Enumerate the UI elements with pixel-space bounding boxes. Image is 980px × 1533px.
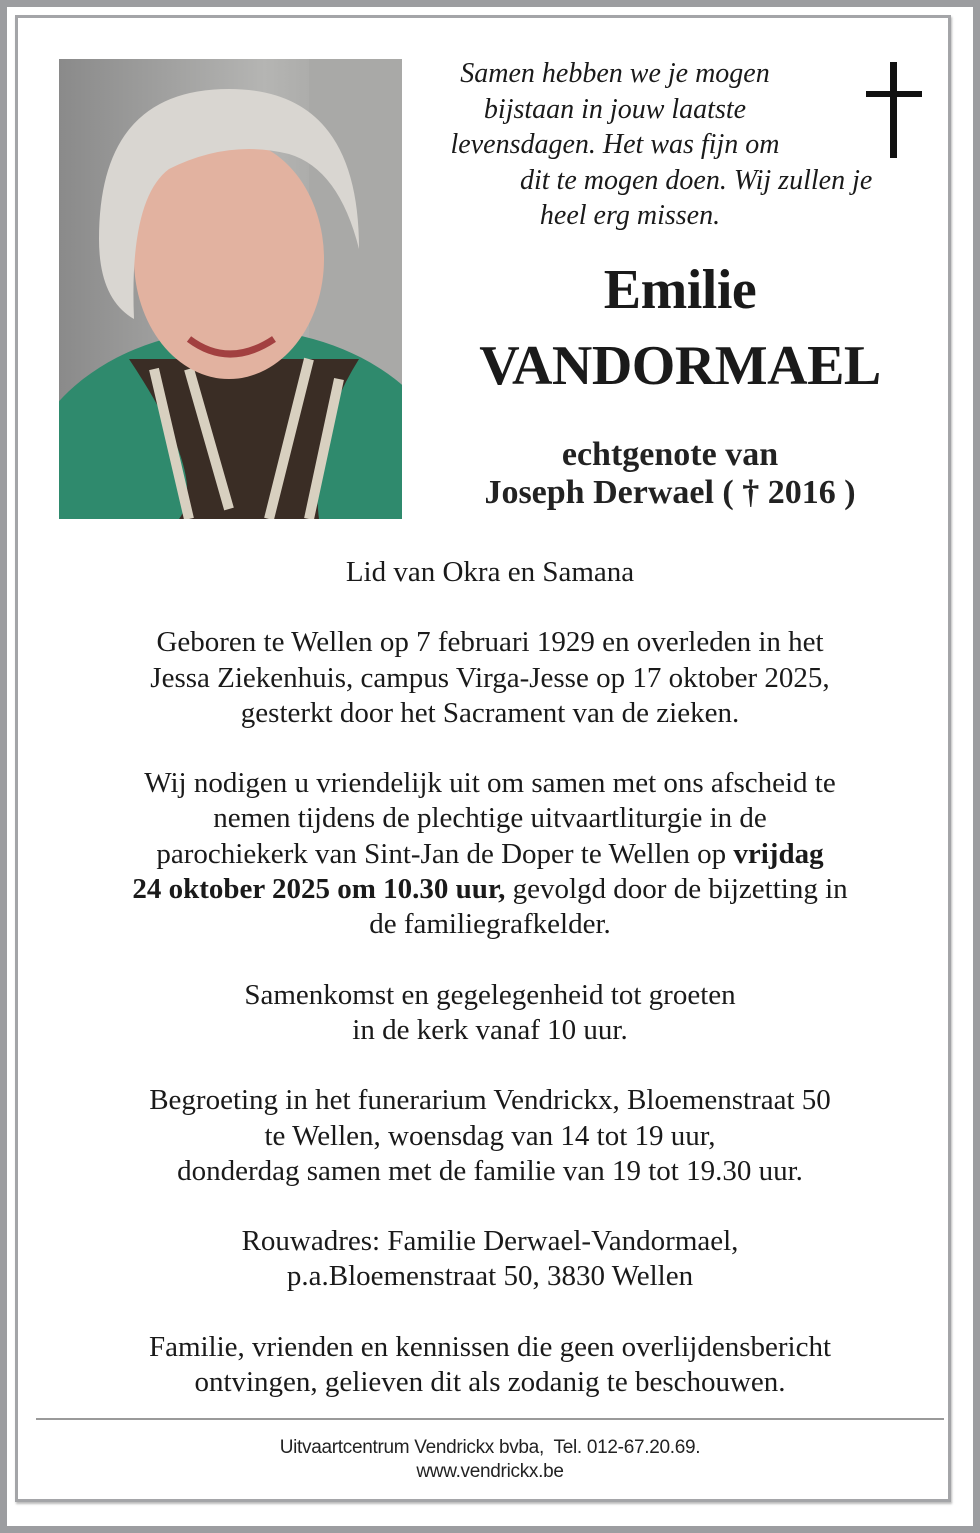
membership-text: Lid van Okra en Samana (345, 556, 635, 588)
membership (30, 555, 950, 590)
spouse-name: Joseph Derwael ( † 2016 ) (484, 474, 856, 511)
deceased-first-name: Emilie (603, 259, 757, 321)
text-line: gesterkt door het Sacrament van de zieken. (240, 696, 740, 729)
funeral-datetime: 24 oktober 2025 om 10.30 uur, (132, 873, 506, 906)
text-line: de familiegrafkelder. (369, 908, 611, 941)
text-line: donderdag samen met de familie van 19 tot 19.30 uur. (177, 1154, 803, 1187)
text-line: in de kerk vanaf 10 uur. (352, 1013, 628, 1046)
footer (0, 1436, 980, 1484)
text-line: nemen tijdens de plechtige uitvaartliturgie in de (213, 802, 767, 835)
memorial-verse (430, 56, 873, 234)
text: gevolgd door de bijzetting in (505, 873, 848, 906)
text-line: ontvingen, gelieven dit als zodanig te beschouwen. (194, 1366, 786, 1399)
funeral-day: vrijdag (733, 837, 824, 870)
text-line (30, 872, 950, 907)
verse-line: bijstaan in jouw laatste (483, 93, 747, 125)
text-line: Samenkomst en gegelegenheid tot groeten (244, 978, 736, 1011)
deceased-last-name: VANDORMAEL (479, 335, 881, 397)
spouse-label: echtgenote van (561, 436, 779, 473)
text-line: Familie, vrienden en kennissen die geen overlijdensbericht (148, 1330, 832, 1363)
footer-divider (36, 1418, 944, 1420)
portrait-photo (59, 59, 402, 519)
funeral-home-info: Uitvaartcentrum Vendrickx bvba, Tel. 012-67.20.69. (279, 1437, 701, 1458)
text-line: Geboren te Wellen op 7 februari 1929 en overleden in het (156, 626, 824, 659)
notice-body (30, 555, 950, 1435)
spouse-info (440, 436, 900, 512)
text-line: Wij nodigen u vriendelijk uit om samen met ons afscheid te (144, 767, 836, 800)
text-line: Jessa Ziekenhuis, campus Virga-Jesse op 17 oktober 2025, (150, 661, 830, 694)
text: parochiekerk van Sint-Jan de Doper te Wellen op (156, 837, 734, 870)
text-line: te Wellen, woensdag van 14 tot 19 uur, (264, 1119, 716, 1152)
text-line (30, 837, 950, 872)
website-link[interactable]: www.vendrickx.be (416, 1461, 564, 1482)
verse-line: Samen hebben we je mogen (460, 58, 770, 89)
text-line: Begroeting in het funerarium Vendrickx, Bloemenstraat 50 (149, 1084, 831, 1117)
verse-line: dit te mogen doen. Wij zullen je (520, 164, 873, 196)
verse-line: levensdagen. Het was fijn om (450, 129, 780, 160)
text-line: p.a.Bloemenstraat 50, 3830 Wellen (286, 1260, 694, 1293)
verse-line: heel erg missen. (539, 200, 721, 231)
cross-icon (866, 62, 922, 158)
text-line: Rouwadres: Familie Derwael-Vandormael, (241, 1225, 739, 1258)
